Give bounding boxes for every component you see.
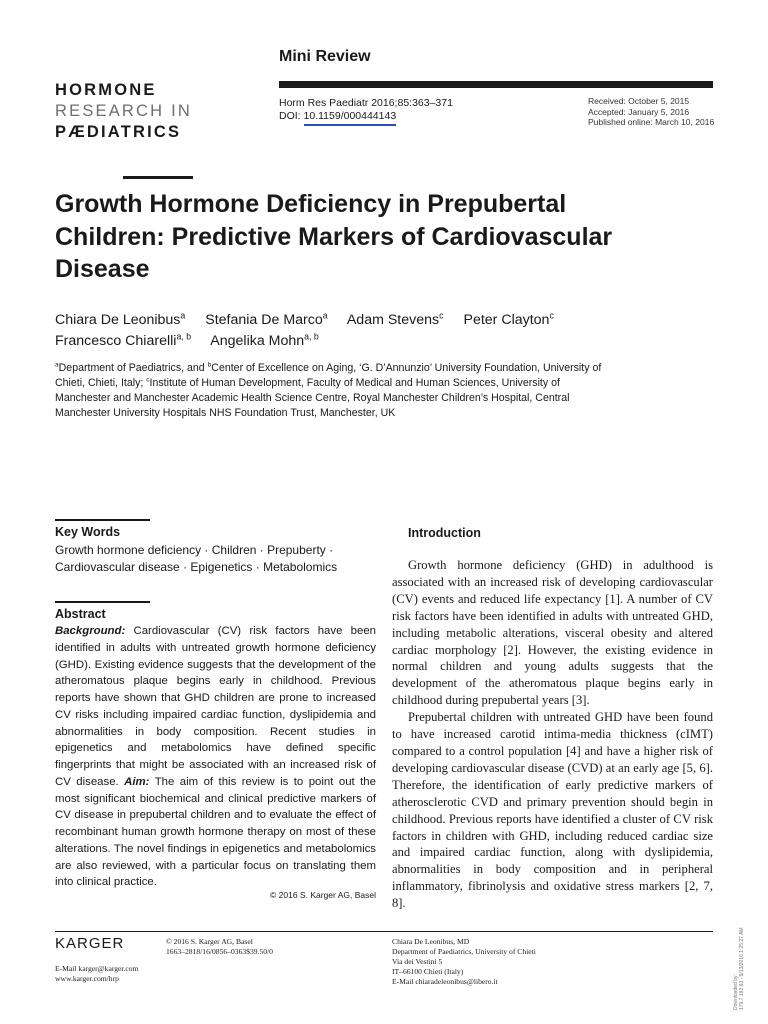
- article-title: Growth Hormone Deficiency in Prepubertal Children: Predictive Markers of Cardiovascular Disease: [55, 190, 613, 283]
- abstract-rule: [55, 601, 150, 603]
- abstract-copyright: © 2016 S. Karger AG, Basel: [270, 890, 376, 900]
- correspondence-email[interactable]: E-Mail chiaradeleonibus@libero.it: [392, 977, 498, 986]
- abstract-text: [55, 623, 376, 891]
- doi-label: DOI:: [279, 110, 304, 122]
- author[interactable]: Adam Stevens$^c$: [346, 310, 444, 328]
- publisher-contact: [55, 964, 138, 984]
- citation: Horm Res Paediatr 2016;85:363–371: [279, 97, 453, 109]
- author[interactable]: Chiara De Leonibus$^a$: [55, 310, 186, 328]
- accepted-date: Accepted: January 5, 2016: [588, 106, 690, 117]
- publisher-email[interactable]: E-Mail karger@karger.com: [55, 964, 139, 973]
- author[interactable]: Peter Clayton$^c$: [463, 310, 554, 328]
- keywords-text: Growth hormone deficiency · Children · Prepuberty · Cardiovascular disease · Epigenetics · Metabolomics: [55, 543, 338, 574]
- published-date: Published online: March 10, 2016: [588, 117, 715, 127]
- doi-link[interactable]: 10.1159/000444143: [303, 110, 397, 122]
- affiliations: $^a$Department of Paediatrics, and $^b$Center of Excellence on Aging, ‘G. D’Annunzio’ University Foundation, University of Chieti, Chieti, Italy; $^c$Institute of Human Development, Faculty of Medical and Human Sciences, University of Manchester and Manchester Academic Health Science Centre, Royal Manchester Children’s Hospital, Central Manchester University Hospitals NHS Foundation Trust, Manchester, UK: [55, 361, 602, 419]
- background-label: Background:: [55, 625, 126, 637]
- publication-dates: [588, 96, 714, 128]
- keywords-heading: Key Words: [55, 525, 121, 539]
- author[interactable]: Angelika Mohn$^{a, b}$: [210, 331, 319, 349]
- background-text: Cardiovascular (CV) risk factors have been identified in adults with untreated growth hormone deficiency (GHD). Existing evidence suggests that the development of the atheromatous plaque begins early in childhood. Previous reports have shown that GHD children are prone to increased CV risks including impaired cardiac function, dyslipidemia and abnormalities in body composition. Recent studies in epigenetics and metabolomics have defined specific fingerprints that might be associated with an increased risk of CV disease.: [55, 625, 376, 788]
- footer-copyright: © 2016 S. Karger AG, Basel 1663–2818/16/0856–0363$39.50/0: [166, 937, 273, 956]
- received-date: Received: October 5, 2015: [588, 96, 690, 106]
- download-note: Downloaded by: 179.7.192.63 - 9/13/2016 1:25:27 AM: [733, 927, 745, 1010]
- logo-line-2: RESEARCH IN: [55, 102, 192, 120]
- logo-line-3: PÆDIATRICS: [55, 123, 182, 141]
- paragraph: Growth hormone deficiency (GHD) in adulthood is associated with an increased risk of developing cardiovascular (CV) events and reduced life expectancy [1]. A number of CV risk factors have been identified in adults with untreated GHD, including metabolic alterations, visceral obesity and altered cardiac morphology [2]. However, the existing evidence in normal children and young adults suggests that the development of the atheromatous plaque begins early in childhood during prepubertal years [3].: [392, 558, 713, 708]
- header-rule: [279, 81, 713, 88]
- correspondence-address: Chiara De Leonibus, MD Department of Paediatrics, University of Chieti Via dei Vestini 5 IT–66100 Chieti (Italy) E-Mail chiaradeleonibus@libero.it: [392, 937, 536, 986]
- introduction-heading: Introduction: [408, 526, 481, 540]
- logo-line-1: HORMONE: [55, 81, 157, 99]
- doi-link-underline: [304, 124, 396, 126]
- abstract-heading: Abstract: [55, 607, 106, 621]
- doi-line: [279, 110, 396, 122]
- introduction-body: [392, 557, 713, 912]
- keywords-rule: [55, 519, 150, 521]
- footer-rule: [55, 931, 713, 932]
- publisher-website[interactable]: www.karger.com/hrp: [55, 974, 119, 983]
- aim-text: The aim of this review is to point out the most significant biochemical and clinical predictive markers of CV disease in prepubertal children and to evaluate the effect of recombinant human growth hormone therapy on most of these alterations. The novel findings in epigenetics and metabolomics are also reviewed, with a particular focus on translating them into clinical practice.: [55, 775, 376, 889]
- aim-label: Aim:: [124, 775, 150, 788]
- title-rule: [123, 176, 193, 179]
- paragraph: Prepubertal children with untreated GHD have been found to have increased carotid intima-media thickness (cIMT) compared to a control population [4] and have a higher risk of developing cardiovascular disease (CVD) at an early age [5, 6]. Therefore, the identification of early predictive markers of atherosclerotic CVD and primary prevention should begin in childhood. Previous reports have identified a cluster of CV risk factors in children with GHD, including reduced cardiac size and impaired cardiac function, along with dyslipidemia, abnormalities in body composition and in peripheral inflammatory, fibrinolysis and oxidative stress markers [2, 7, 8].: [392, 710, 713, 911]
- author[interactable]: Francesco Chiarelli$^{a, b}$: [55, 331, 192, 349]
- publisher-logo[interactable]: KARGER: [55, 935, 125, 952]
- author-list: [55, 310, 695, 352]
- author[interactable]: Stefania De Marco$^a$: [205, 310, 328, 328]
- journal-logo[interactable]: [55, 80, 192, 143]
- section-label: Mini Review: [279, 48, 371, 65]
